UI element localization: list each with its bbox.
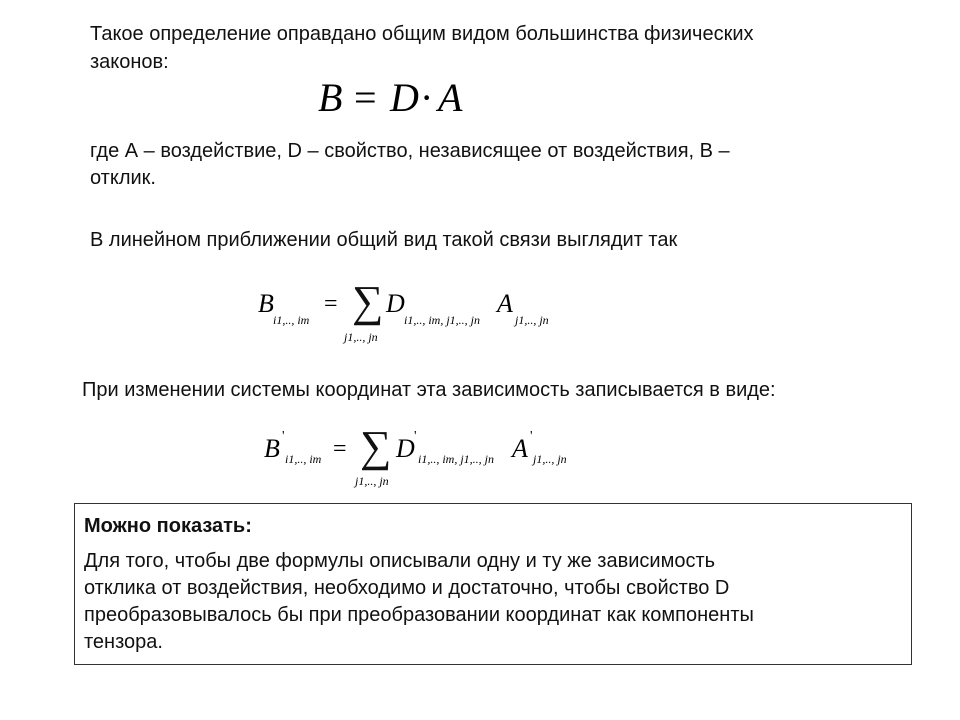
f1-b: B — [318, 75, 343, 120]
statement-title: Можно показать: — [84, 515, 252, 537]
f3-equals: = — [333, 436, 347, 462]
f2-equals: = — [324, 291, 338, 317]
f2-b: B — [258, 289, 274, 318]
f3-b: B — [264, 434, 280, 463]
statement-body — [84, 548, 894, 656]
intro-line-1: Такое определение оправдано общим видом большинства физических — [90, 23, 754, 45]
f3-d-sub: i1,.., im, j1,.., jn — [418, 452, 495, 466]
f2-a-sub: j1,.., jn — [515, 313, 549, 327]
linear-text: В линейном приближении общий вид такой связи выглядит так — [90, 229, 678, 251]
f3-a-sub: j1,.., jn — [533, 452, 567, 466]
f3-sum-icon: ∑ — [360, 422, 392, 471]
statement-line: Для того, чтобы две формулы описывали одну и ту же зависимость — [84, 550, 716, 572]
where-line-2: отклик. — [90, 167, 156, 189]
f2-d: D — [386, 289, 405, 318]
f3-d: D — [396, 434, 415, 463]
f2-b-sub: i1,.., im — [273, 313, 310, 327]
f2-d-sub: i1,.., im, j1,.., jn — [404, 313, 481, 327]
f3-a: A — [512, 434, 528, 463]
f1-a: A — [438, 75, 463, 120]
f1-dot: · — [420, 75, 434, 120]
intro-line-2: законов: — [90, 51, 169, 73]
f3-sum-sub: j1,.., jn — [355, 474, 389, 488]
f3-b-prime: ' — [282, 429, 285, 444]
f1-d: D — [390, 75, 419, 120]
statement-line: тензора. — [84, 631, 163, 653]
f2-sum-icon: ∑ — [352, 277, 384, 326]
f3-d-prime: ' — [414, 429, 417, 444]
statement-line: преобразовывалось бы при преобразовании координат как компоненты — [84, 604, 754, 626]
where-line-1: где А – воздействие, D – свойство, независящее от воздействия, В – — [90, 140, 730, 162]
f3-a-prime: ' — [530, 429, 533, 444]
f2-sum-sub: j1,.., jn — [344, 330, 378, 344]
f2-a: A — [497, 289, 513, 318]
f3-b-sub: i1,.., im — [285, 452, 322, 466]
statement-line: отклика от воздействия, необходимо и достаточно, чтобы свойство D — [84, 577, 730, 599]
f1-equals: = — [354, 75, 377, 120]
coords-text: При изменении системы координат эта зависимость записывается в виде: — [82, 379, 776, 401]
